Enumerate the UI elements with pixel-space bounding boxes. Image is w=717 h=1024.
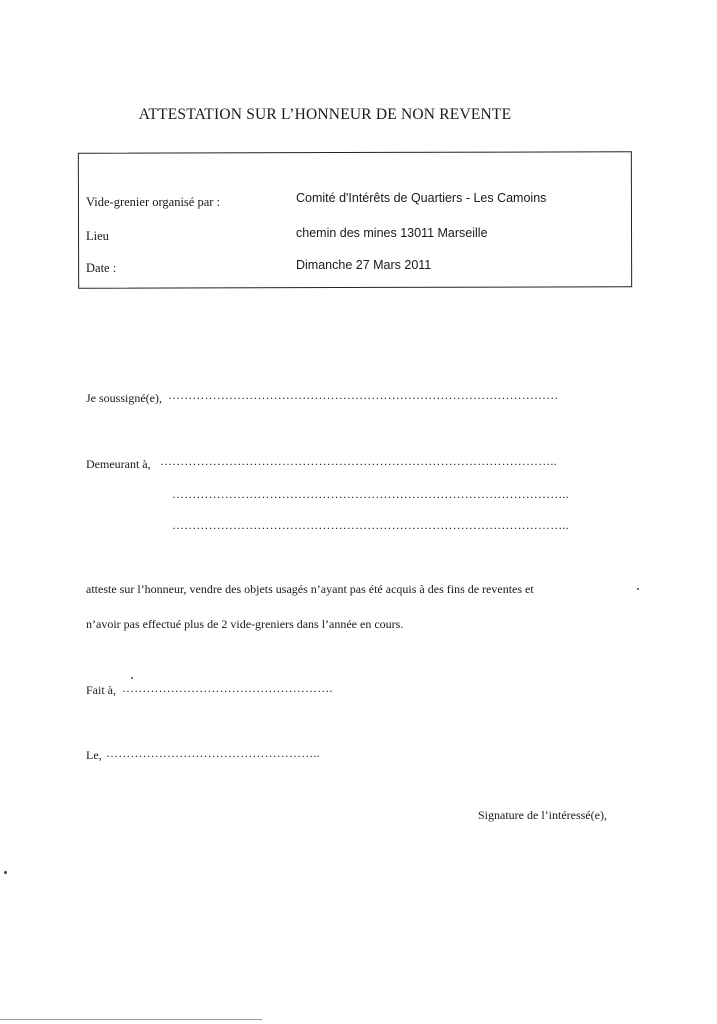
organizer-value: Comité d'Intérêts de Quartiers - Les Camoins <box>296 191 547 205</box>
signing-date-label: Le, <box>86 748 102 762</box>
document-title: ATTESTATION SUR L’HONNEUR DE NON REVENTE <box>138 106 512 123</box>
declaration-line-2: n’avoir pas effectué plus de 2 vide-greniers dans l’année en cours. <box>86 617 404 631</box>
address-field-line-3[interactable]: …………………………………………………………………………………….. <box>172 518 569 532</box>
scan-speck <box>4 871 7 874</box>
date-value: Dimanche 27 Mars 2011 <box>296 258 432 272</box>
location-label: Lieu <box>86 229 109 243</box>
location-value: chemin des mines 13011 Marseille <box>296 226 488 240</box>
address-field-line-2[interactable]: …………………………………………………………………………………….. <box>172 487 569 501</box>
scan-speck <box>637 588 639 590</box>
scan-speck <box>131 677 133 679</box>
place-field[interactable]: ……………………………………………. <box>122 681 333 695</box>
place-label: Fait à, <box>86 683 116 697</box>
declaration-line-1: atteste sur l’honneur, vendre des objets usagés n’ayant pas été acquis à des fins de reventes et <box>86 582 534 596</box>
undersigned-name-field[interactable]: …………………………………………………………………………………… <box>168 388 559 402</box>
signing-date-field[interactable]: …………………………………………….. <box>106 746 320 760</box>
scan-edge-line <box>0 1019 262 1020</box>
undersigned-label: Je soussigné(e), <box>86 391 162 405</box>
organizer-label: Vide-grenier organisé par : <box>86 195 221 209</box>
date-label: Date : <box>86 261 117 275</box>
signature-label: Signature de l’intéressé(e), <box>478 808 607 822</box>
residing-label: Demeurant à, <box>86 457 151 471</box>
address-field-line-1[interactable]: …………………………………………………………………………………….. <box>160 454 557 468</box>
